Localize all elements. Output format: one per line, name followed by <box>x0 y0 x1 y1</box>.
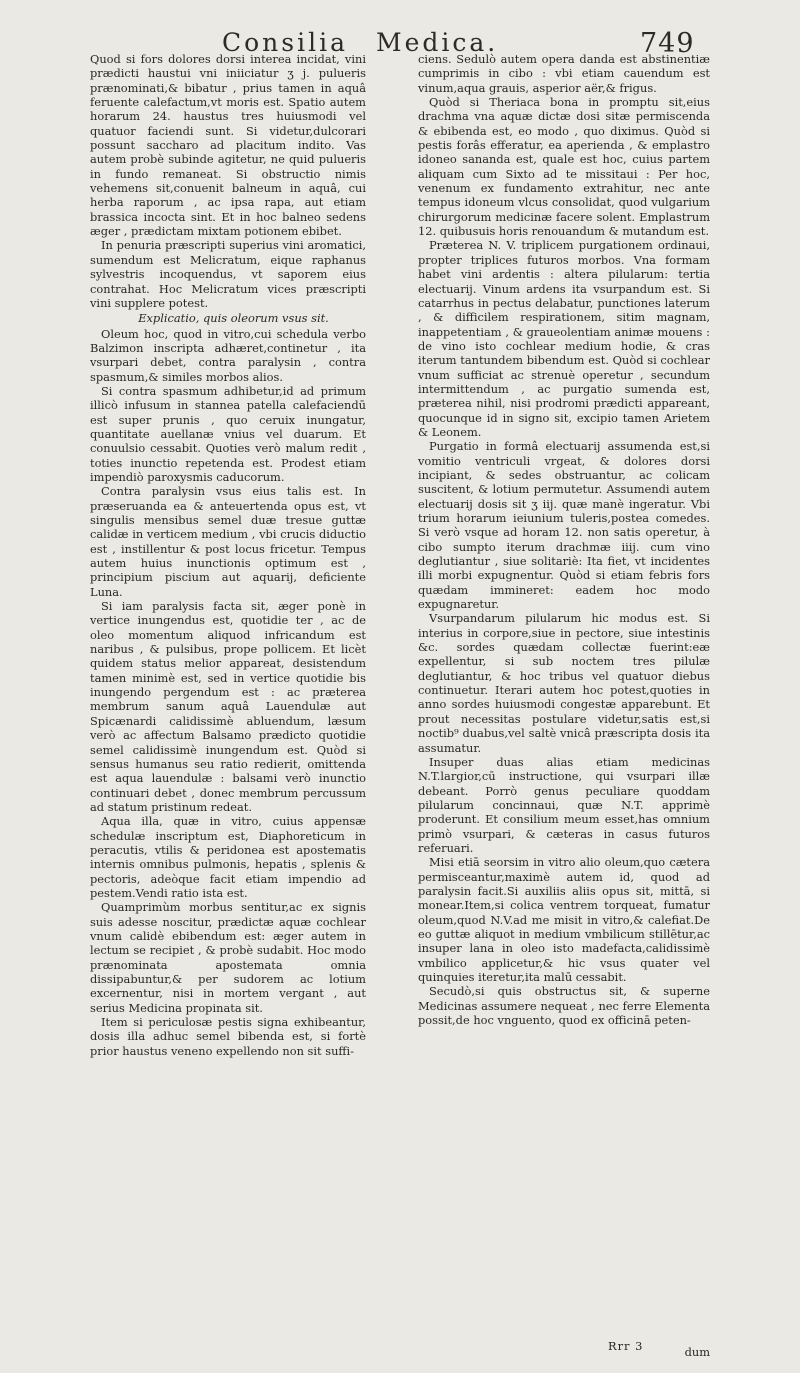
paragraph: Vsurpandarum pilularum hic modus est. Si interius in corpore,siue in pectore, siue intestinis &c. sordes quædam collectæ fuerint:eæ expellentur, si sub noctem tres pilulæ deglutiantur, & hoc tribus vel quatuor diebus continuetur. Iterari autem hoc potest,quoties in anno sordes huiusmodi congestæ apparebunt. Et prout necessitas postulare videtur,satis est,si noctib⁹ duabus,vel saltè vnicâ præscripta dosis ita assumatur. <box>418 611 710 755</box>
right-column <box>418 52 710 1027</box>
paragraph: Oleum hoc, quod in vitro,cui schedula verbo Balzimon inscripta adhæret,continetur , ita vsurpari debet, contra paralysin , contra spasmum,& similes morbos alios. <box>90 326 366 384</box>
left-column <box>90 52 366 1058</box>
paragraph: Si iam paralysis facta sit, æger ponè in vertice inungendus est, quotidie ter , ac de oleo momentum aliquod infricandum est naribus , & pulsibus, prope pollicem. Et licèt quidem status melior appareat, desistendum tamen minimè est, sed in vertice quotidie bis inungendo pergendum est : ac præterea membrum sanum aquâ Lauendulæ aut Spicænardi calidissimè abluendum, læsum verò ac affectum Balsamo prædicto quotidie semel calidissimè inungendum est. Quòd si sensus humanus seu ratio redierit, omittenda est aqua lauendulæ : balsami verò inunctio continuari debet , donec membrum percussum ad statum pristinum redeat. <box>90 599 366 814</box>
paragraph: Præterea N. V. triplicem purgationem ordinaui, propter triplices futuros morbos. Vna formam habet vini ardentis : altera pilularum: tertia electuarij. Vinum ardens ita vsurpandum est. Si catarrhus in pectus delabatur, punctiones laterum , & difficilem respirationem, sitim magnam, inappetentiam , & graueolentiam animæ mouens : de vino isto cochlear medium hodie, & cras iterum tantundem bibendum est. Quòd si cochlear vnum sufficiat ac strenuè operetur , secundum intermittendum , ac purgatio sumenda est, præterea nihil, nisi prodromi prædicti appareant, quocunque id in signo sit, excipio tamen Arietem & Leonem. <box>418 238 710 439</box>
paragraph: Aqua illa, quæ in vitro, cuius appensæ schedulæ inscriptum est, Diaphoreticum in peracutis, vtilis & peridonea est apostematis internis omnibus pulmonis, hepatis , splenis & pectoris, adeòque facit etiam impendio ad pestem.Vendi ratio ista est. <box>90 814 366 900</box>
running-title-center: Medica. <box>376 28 499 57</box>
paragraph: Item si periculosæ pestis signa exhibeantur, dosis illa adhuc semel bibenda est, si fortè prior haustus veneno expellendo non sit suffi- <box>90 1015 366 1058</box>
paragraph: Misi etiā seorsim in vitro alio oleum,quo cætera permisceantur,maximè autem id, quod ad paralysin facit.Si auxiliis aliis opus sit, mittā, si monear.Item,si colica ventrem torqueat, fumatur oleum,quod N.V.ad me misit in vitro,& calefiat.De eo guttæ aliquot in medium vmbilicum stillētur,ac insuper lana in oleo isto madefacta,calidissimè vmbilico applicetur,& hic vsus quater vel quinquies iteretur,ita malū cessabit. <box>418 855 710 984</box>
page-footer <box>418 1339 710 1359</box>
page-number: 749 <box>640 28 695 59</box>
paragraph: Purgatio in formâ electuarij assumenda est,si vomitio ventriculi vrgeat, & dolores dorsi incipiant, & sedes obstruantur, ac colicam suscitent, & lotium permutetur. Assumendi autem electuarij dosis sit ʒ iij. quæ manè ingeratur. Vbi trium horarum ieiunium tuleris,postea comedes. Si verò vsque ad horam 12. non satis operetur, à cibo sumpto iterum drachmæ iiij. cum vino deglutiantur , siue solitariè: Ita fiet, vt incidentes illi morbi expugnentur. Quòd si etiam febris fors quædam immineret: eadem hoc modo expugnaretur. <box>418 439 710 612</box>
paragraph: ciens. Sedulò autem opera danda est abstinentiæ cumprimis in cibo : vbi etiam cauendum est vinum,aqua grauis, asperior aër,& frigus. <box>418 52 710 95</box>
paragraph: Contra paralysin vsus eius talis est. In præseruanda ea & anteuertenda opus est, vt singulis mensibus semel duæ tresue guttæ calidæ in verticem medium , vbi crucis diductio est , instillentur & post locus fricetur. Tempus autem huius inunctionis optimum est , principium piscium aut aquarij, deficiente Luna. <box>90 484 366 599</box>
signature-mark: Rrr 3 <box>608 1339 644 1353</box>
paragraph: Si contra spasmum adhibetur,id ad primum illicò infusum in stannea patella calefaciendū est super prunis , quo ceruix inungatur, quantitate auellanæ vnius vel duarum. Et conuulsio cessabit. Quoties verò malum redit , toties inunctio repetenda est. Prodest etiam impendiò paroxysmis caducorum. <box>90 383 366 484</box>
paragraph: Secudò,si quis obstructus sit, & superne Medicinas assumere nequeat , nec ferre Elementa possit,de hoc vnguento, quod ex officinā peten- <box>418 984 710 1028</box>
paragraph: Quod si fors dolores dorsi interea incidat, vini prædicti haustui vni iniiciatur ʒ j. pulueris prænominati,& bibatur , prius tamen in aquâ feruente calefactum,vt moris est. Spatio autem horarum 24. haustus tres huiusmodi vel quatuor faciendi sunt. Si videtur,dulcorari possunt saccharo ad placitum indito. Vas autem probè subinde agitetur, ne quid pulueris in fundo remaneat. Si obstructio nimis vehemens sit,conuenit balneum in aquâ, cui herba raporum , ac ipsa rapa, aut etiam brassica incocta sint. Et in hoc balneo sedens æger , prædictam mixtam potionem ebibet. <box>90 52 366 239</box>
section-heading: Explicatio, quis oleorum vsus sit. <box>138 311 329 326</box>
paragraph: In penuria præscripti superius vini aromatici, sumendum est Melicratum, eique raphanus sylvestris incoquendus, vt saporem eius contrahat. Hoc Melicratum vices præscripti vini supplere potest. <box>90 238 366 310</box>
paragraph: Quòd si Theriaca bona in promptu sit,eius drachma vna aquæ dictæ dosi sitæ permiscenda & ebibenda est, eo modo , quo diximus. Quòd si pestis forâs efferatur, ea aperienda , & emplastro idoneo sananda est, quale est hoc, cuius partem aliquam cum Sixto ad te missitaui : Per hoc, venenum ex fundamento extrahitur, nec ante tempus idoneum vlcus consolidat, quod vulgarium chirurgorum medicinæ facere solent. Emplastrum 12. quibusuis horis renouandum & mutandum est. <box>418 95 710 239</box>
running-title-left: Consilia <box>222 28 349 57</box>
paragraph: Quamprimùm morbus sentitur,ac ex signis suis adesse noscitur, prædictæ aquæ cochlear vnum calidè ebibendum est: æger autem in lectum se recipiet , & probè sudabit. Hoc modo prænominata apostemata omnia dissipabuntur,& per sudorem ac lotium excernentur, nisi in mortem vergant , aut serius Medicina propinata sit. <box>90 900 366 1015</box>
paragraph: Insuper duas alias etiam medicinas N.T.largior,cū instructione, qui vsurpari illæ debeant. Porrò genus peculiare quoddam pilularum concinnaui, quæ N.T. apprimè proderunt. Et consilium meum esset,has omnium primò vsurpari, & cæteras in casus futuros referuari. <box>418 754 710 855</box>
catchword: dum <box>684 1345 710 1359</box>
